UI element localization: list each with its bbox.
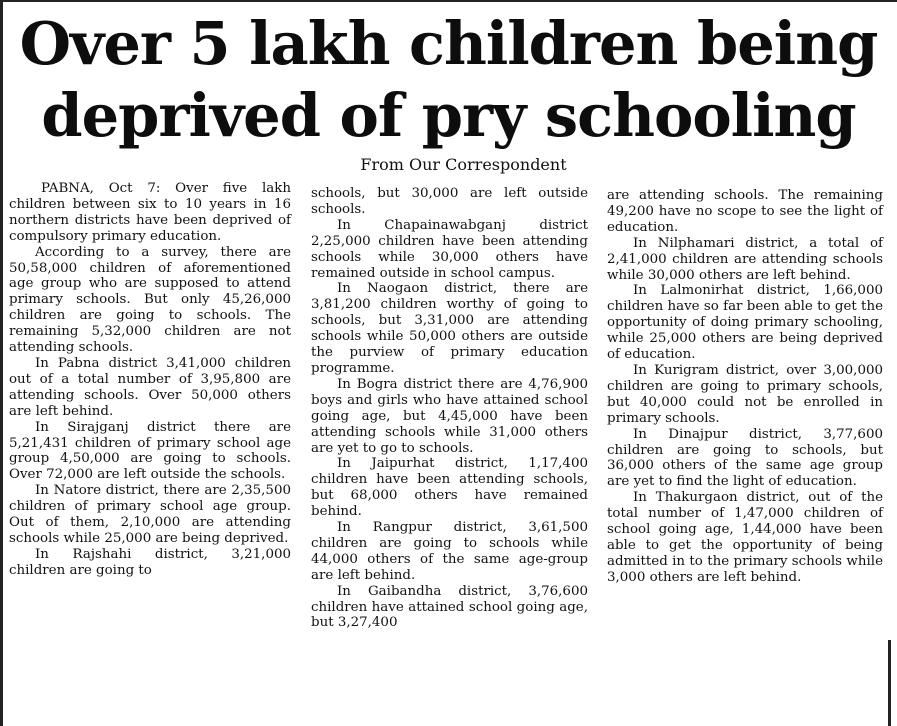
paragraph: In Dinajpur district, 3,77,600 children are going to schools, but 36,000 others of the same age group are yet to find the light of education. [607,426,883,490]
headline-line-1: Over 5 lakh children being [19,9,878,78]
headline-line-2: deprived of pry schooling [41,81,856,150]
paragraph: In Naogaon district, there are 3,81,200 children worthy of going to schools, but 3,31,000 are attending schools while 50,000 others are outside the purview of primary education programme. [311,281,588,376]
paragraph: In Thakurgaon district, out of the total number of 1,47,000 children of school going age, 1,44,000 have been able to get the opportunity of being admitted in to the primary schools while 3,000 others are left behind. [607,490,883,585]
paragraph: In Chapainawabganj district 2,25,000 children have been attending schools while 30,000 others have remained outside in school campus. [311,217,588,281]
paragraph: In Bogra district there are 4,76,900 boys and girls who have attained school going age, but 4,45,000 have been attending schools while 31,000 others are yet to go to schools. [311,376,588,456]
article-column-1 [9,181,291,579]
paragraph: PABNA, Oct 7: Over five lakh children between six to 10 years in 16 northern districts have been deprived of compulsory primary education. [9,181,291,244]
paragraph: schools, but 30,000 are left outside schools. [311,186,588,217]
paragraph: In Lalmonirhat district, 1,66,000 children have so far been able to get the opportunity of doing primary schooling, while 25,000 others are being deprived of education. [607,283,883,363]
paragraph: In Rangpur district, 3,61,500 children are going to schools while 44,000 others of the same age-group are left behind. [311,520,588,583]
byline: From Our Correspondent [360,155,567,174]
article-column-2 [311,186,588,631]
paragraph: In Nilphamari district, a total of 2,41,000 children are attending schools while 30,000 others are left behind. [607,235,883,283]
column-rule [888,640,891,726]
paragraph: In Jaipurhat district, 1,17,400 children have been attending schools, but 68,000 others have remained behind. [311,456,588,520]
paragraph: are attending schools. The remaining 49,200 have no scope to see the light of education. [607,188,883,235]
paragraph: According to a survey, there are 50,58,000 children of aforementioned age group who are supposed to attend primary schools. But only 45,26,000 children are going to schools. The remaining 5,32,000 children are not attending schools. [9,244,291,356]
paragraph: In Gaibandha district, 3,76,600 children have attained school going age, but 3,27,400 [311,583,588,631]
paragraph: In Rajshahi district, 3,21,000 children are going to [9,546,291,578]
article-column-3 [607,188,883,586]
paragraph: In Pabna district 3,41,000 children out of a total number of 3,95,800 are attending schools. Over 50,000 others are left behind. [9,355,291,419]
paragraph: In Kurigram district, over 3,00,000 children are going to primary schools, but 40,000 could not be enrolled in primary schools. [607,362,883,426]
paragraph: In Natore district, there are 2,35,500 children of primary school age group. Out of them, 2,10,000 are attending schools while 25,000 are being deprived. [9,483,291,546]
paragraph: In Sirajganj district there are 5,21,431 children of primary school age group 4,50,000 are going to schools. Over 72,000 are left outside the schools. [9,419,291,483]
